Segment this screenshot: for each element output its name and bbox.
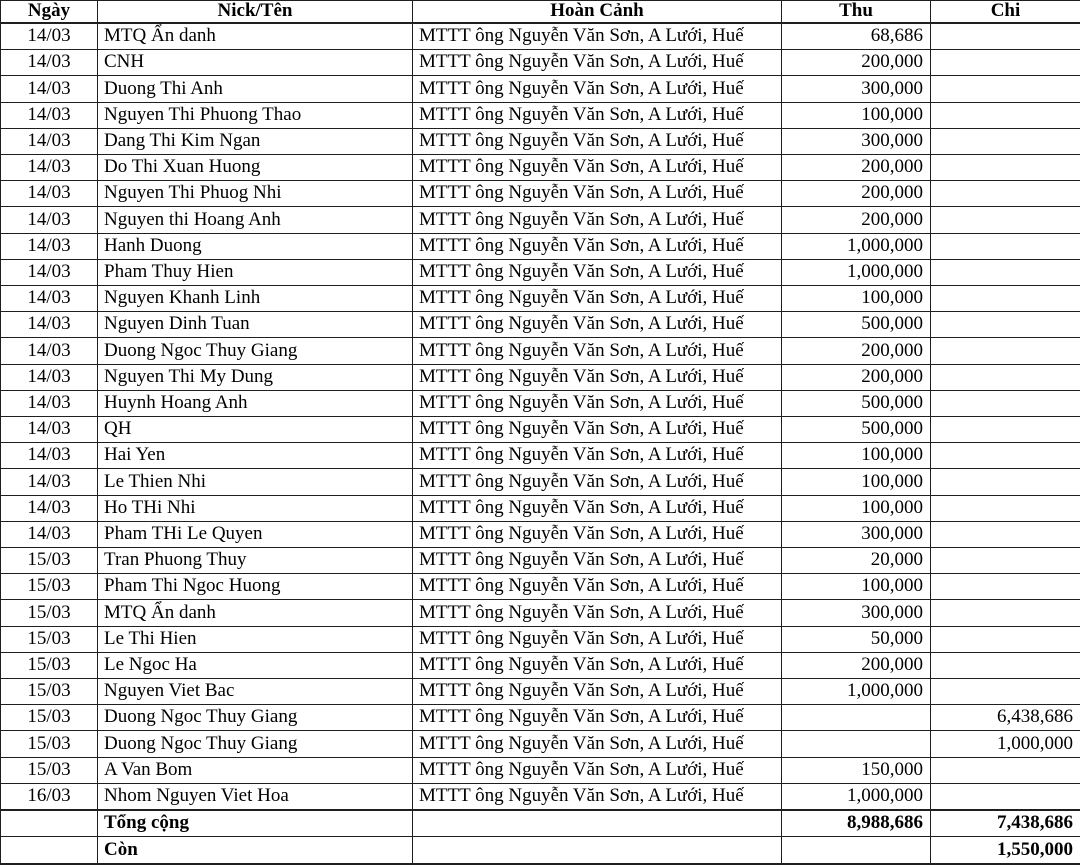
cell-date[interactable]: 14/03 bbox=[1, 338, 98, 364]
table-row bbox=[1, 783, 1080, 810]
cell-date[interactable]: 15/03 bbox=[1, 548, 98, 574]
cell-date[interactable]: 14/03 bbox=[1, 23, 98, 50]
cell-thu[interactable]: 300,000 bbox=[782, 76, 931, 102]
cell-chi[interactable] bbox=[931, 364, 1080, 390]
cell-date[interactable]: 15/03 bbox=[1, 652, 98, 678]
cell-circumstance[interactable]: MTTT ông Nguyễn Văn Sơn, A Lưới, Huế bbox=[413, 181, 782, 207]
cell-circumstance[interactable]: MTTT ông Nguyễn Văn Sơn, A Lưới, Huế bbox=[413, 312, 782, 338]
cell-chi[interactable] bbox=[931, 23, 1080, 50]
cell-name[interactable]: Nguyen Thi My Dung bbox=[98, 364, 413, 390]
cell-chi[interactable] bbox=[931, 50, 1080, 76]
table-row bbox=[1, 652, 1080, 678]
cell-circumstance[interactable]: MTTT ông Nguyễn Văn Sơn, A Lưới, Huế bbox=[413, 574, 782, 600]
cell-date[interactable]: 14/03 bbox=[1, 76, 98, 102]
table-row bbox=[1, 181, 1080, 207]
cell-name[interactable]: MTQ Ẩn danh bbox=[98, 23, 413, 50]
cell-name[interactable]: Duong Thi Anh bbox=[98, 76, 413, 102]
cell-chi[interactable] bbox=[931, 155, 1080, 181]
cell-chi[interactable] bbox=[931, 128, 1080, 154]
table-row bbox=[1, 757, 1080, 783]
cell-circumstance[interactable]: MTTT ông Nguyễn Văn Sơn, A Lưới, Huế bbox=[413, 23, 782, 50]
cell-chi[interactable] bbox=[931, 548, 1080, 574]
cell-name[interactable]: Tran Phuong Thuy bbox=[98, 548, 413, 574]
cell-name[interactable]: Nguyen thi Hoang Anh bbox=[98, 207, 413, 233]
cell-chi[interactable]: 7,438,686 bbox=[931, 810, 1080, 837]
column-header-date[interactable]: Ngày bbox=[1, 1, 98, 23]
table-row bbox=[1, 469, 1080, 495]
cell-thu[interactable]: 300,000 bbox=[782, 128, 931, 154]
total-row bbox=[1, 810, 1080, 837]
cell-name[interactable]: MTQ Ẩn danh bbox=[98, 600, 413, 626]
cell-thu[interactable]: 100,000 bbox=[782, 102, 931, 128]
cell-chi[interactable] bbox=[931, 417, 1080, 443]
cell-circumstance[interactable]: MTTT ông Nguyễn Văn Sơn, A Lưới, Huế bbox=[413, 679, 782, 705]
cell-chi[interactable] bbox=[931, 783, 1080, 810]
cell-chi[interactable] bbox=[931, 757, 1080, 783]
cell-name[interactable]: Nguyen Thi Phuog Nhi bbox=[98, 181, 413, 207]
cell-thu[interactable]: 100,000 bbox=[782, 469, 931, 495]
cell-circumstance[interactable]: MTTT ông Nguyễn Văn Sơn, A Lưới, Huế bbox=[413, 783, 782, 810]
column-header-circumstance[interactable]: Hoàn Cảnh bbox=[413, 1, 782, 23]
cell-thu[interactable]: 1,000,000 bbox=[782, 783, 931, 810]
cell-date[interactable]: 15/03 bbox=[1, 679, 98, 705]
cell-name[interactable]: CNH bbox=[98, 50, 413, 76]
cell-thu[interactable]: 100,000 bbox=[782, 443, 931, 469]
table-row bbox=[1, 23, 1080, 50]
cell-date[interactable]: 14/03 bbox=[1, 155, 98, 181]
cell-chi[interactable] bbox=[931, 521, 1080, 547]
cell-chi[interactable] bbox=[931, 102, 1080, 128]
cell-thu[interactable] bbox=[782, 705, 931, 731]
cell-name[interactable]: Dang Thi Kim Ngan bbox=[98, 128, 413, 154]
cell-name[interactable]: Tổng cộng bbox=[98, 810, 413, 837]
cell-date[interactable]: 14/03 bbox=[1, 181, 98, 207]
cell-circumstance[interactable]: MTTT ông Nguyễn Văn Sơn, A Lưới, Huế bbox=[413, 469, 782, 495]
table-row bbox=[1, 574, 1080, 600]
cell-circumstance[interactable]: MTTT ông Nguyễn Văn Sơn, A Lưới, Huế bbox=[413, 652, 782, 678]
cell-name[interactable]: Duong Ngoc Thuy Giang bbox=[98, 705, 413, 731]
cell-circumstance[interactable]: MTTT ông Nguyễn Văn Sơn, A Lưới, Huế bbox=[413, 443, 782, 469]
cell-name[interactable]: Hai Yen bbox=[98, 443, 413, 469]
column-header-chi[interactable]: Chi bbox=[931, 1, 1080, 23]
cell-name[interactable]: Do Thi Xuan Huong bbox=[98, 155, 413, 181]
cell-thu[interactable]: 500,000 bbox=[782, 390, 931, 416]
table-row bbox=[1, 286, 1080, 312]
cell-name[interactable]: Ho THi Nhi bbox=[98, 495, 413, 521]
cell-name[interactable]: Pham Thuy Hien bbox=[98, 259, 413, 285]
cell-name[interactable]: Nguyen Khanh Linh bbox=[98, 286, 413, 312]
cell-name[interactable]: Nguyen Viet Bac bbox=[98, 679, 413, 705]
table-row bbox=[1, 102, 1080, 128]
cell-thu[interactable]: 200,000 bbox=[782, 364, 931, 390]
cell-date[interactable]: 14/03 bbox=[1, 521, 98, 547]
cell-circumstance[interactable]: MTTT ông Nguyễn Văn Sơn, A Lưới, Huế bbox=[413, 731, 782, 757]
cell-circumstance[interactable]: MTTT ông Nguyễn Văn Sơn, A Lưới, Huế bbox=[413, 128, 782, 154]
cell-date[interactable]: 14/03 bbox=[1, 102, 98, 128]
cell-thu[interactable]: 20,000 bbox=[782, 548, 931, 574]
cell-date[interactable]: 15/03 bbox=[1, 574, 98, 600]
cell-circumstance[interactable]: MTTT ông Nguyễn Văn Sơn, A Lưới, Huế bbox=[413, 705, 782, 731]
cell-thu[interactable]: 500,000 bbox=[782, 312, 931, 338]
cell-thu[interactable]: 100,000 bbox=[782, 495, 931, 521]
table-row bbox=[1, 155, 1080, 181]
column-header-thu[interactable]: Thu bbox=[782, 1, 931, 23]
cell-name[interactable]: Huynh Hoang Anh bbox=[98, 390, 413, 416]
cell-thu[interactable]: 50,000 bbox=[782, 626, 931, 652]
cell-date[interactable] bbox=[1, 810, 98, 837]
table-row bbox=[1, 731, 1080, 757]
cell-name[interactable]: Pham THi Le Quyen bbox=[98, 521, 413, 547]
cell-thu[interactable] bbox=[782, 837, 931, 864]
cell-date[interactable]: 15/03 bbox=[1, 705, 98, 731]
table-row bbox=[1, 390, 1080, 416]
cell-name[interactable]: Le Thien Nhi bbox=[98, 469, 413, 495]
cell-circumstance[interactable]: MTTT ông Nguyễn Văn Sơn, A Lưới, Huế bbox=[413, 207, 782, 233]
cell-chi[interactable] bbox=[931, 679, 1080, 705]
cell-chi[interactable]: 1,550,000 bbox=[931, 837, 1080, 864]
table-row bbox=[1, 207, 1080, 233]
table-row bbox=[1, 521, 1080, 547]
cell-circumstance[interactable]: MTTT ông Nguyễn Văn Sơn, A Lưới, Huế bbox=[413, 521, 782, 547]
cell-thu[interactable]: 1,000,000 bbox=[782, 259, 931, 285]
cell-name[interactable]: A Van Bom bbox=[98, 757, 413, 783]
cell-date[interactable]: 14/03 bbox=[1, 390, 98, 416]
cell-thu[interactable]: 200,000 bbox=[782, 181, 931, 207]
cell-date[interactable]: 15/03 bbox=[1, 731, 98, 757]
cell-chi[interactable] bbox=[931, 495, 1080, 521]
cell-chi[interactable] bbox=[931, 469, 1080, 495]
cell-circumstance[interactable] bbox=[413, 837, 782, 864]
cell-date[interactable]: 14/03 bbox=[1, 417, 98, 443]
table-row bbox=[1, 495, 1080, 521]
cell-date[interactable]: 14/03 bbox=[1, 207, 98, 233]
cell-name[interactable]: Còn bbox=[98, 837, 413, 864]
cell-name[interactable]: Nhom Nguyen Viet Hoa bbox=[98, 783, 413, 810]
cell-name[interactable]: QH bbox=[98, 417, 413, 443]
cell-thu[interactable]: 68,686 bbox=[782, 23, 931, 50]
cell-thu[interactable] bbox=[782, 731, 931, 757]
cell-date[interactable]: 14/03 bbox=[1, 233, 98, 259]
cell-date[interactable]: 14/03 bbox=[1, 443, 98, 469]
cell-circumstance[interactable]: MTTT ông Nguyễn Văn Sơn, A Lưới, Huế bbox=[413, 233, 782, 259]
table-row bbox=[1, 364, 1080, 390]
cell-thu[interactable]: 150,000 bbox=[782, 757, 931, 783]
cell-thu[interactable]: 8,988,686 bbox=[782, 810, 931, 837]
cell-circumstance[interactable]: MTTT ông Nguyễn Văn Sơn, A Lưới, Huế bbox=[413, 50, 782, 76]
cell-circumstance[interactable]: MTTT ông Nguyễn Văn Sơn, A Lưới, Huế bbox=[413, 626, 782, 652]
table-row bbox=[1, 548, 1080, 574]
cell-date[interactable]: 14/03 bbox=[1, 128, 98, 154]
cell-circumstance[interactable]: MTTT ông Nguyễn Văn Sơn, A Lưới, Huế bbox=[413, 600, 782, 626]
cell-chi[interactable] bbox=[931, 181, 1080, 207]
cell-circumstance[interactable]: MTTT ông Nguyễn Văn Sơn, A Lưới, Huế bbox=[413, 76, 782, 102]
table-row bbox=[1, 705, 1080, 731]
table-row bbox=[1, 312, 1080, 338]
cell-circumstance[interactable] bbox=[413, 810, 782, 837]
cell-chi[interactable] bbox=[931, 312, 1080, 338]
cell-name[interactable]: Duong Ngoc Thuy Giang bbox=[98, 338, 413, 364]
cell-name[interactable]: Hanh Duong bbox=[98, 233, 413, 259]
cell-name[interactable]: Le Thi Hien bbox=[98, 626, 413, 652]
cell-chi[interactable]: 6,438,686 bbox=[931, 705, 1080, 731]
cell-name[interactable]: Nguyen Dinh Tuan bbox=[98, 312, 413, 338]
cell-thu[interactable]: 1,000,000 bbox=[782, 679, 931, 705]
cell-circumstance[interactable]: MTTT ông Nguyễn Văn Sơn, A Lưới, Huế bbox=[413, 757, 782, 783]
cell-date[interactable]: 14/03 bbox=[1, 469, 98, 495]
header-row bbox=[1, 1, 1080, 23]
cell-circumstance[interactable]: MTTT ông Nguyễn Văn Sơn, A Lưới, Huế bbox=[413, 286, 782, 312]
cell-name[interactable]: Nguyen Thi Phuong Thao bbox=[98, 102, 413, 128]
table-row bbox=[1, 626, 1080, 652]
cell-thu[interactable]: 200,000 bbox=[782, 207, 931, 233]
table-body bbox=[1, 23, 1080, 864]
cell-thu[interactable]: 200,000 bbox=[782, 155, 931, 181]
cell-thu[interactable]: 300,000 bbox=[782, 521, 931, 547]
cell-thu[interactable]: 200,000 bbox=[782, 652, 931, 678]
table-row bbox=[1, 417, 1080, 443]
cell-date[interactable]: 14/03 bbox=[1, 312, 98, 338]
cell-circumstance[interactable]: MTTT ông Nguyễn Văn Sơn, A Lưới, Huế bbox=[413, 548, 782, 574]
cell-chi[interactable] bbox=[931, 207, 1080, 233]
cell-chi[interactable] bbox=[931, 600, 1080, 626]
cell-date[interactable]: 15/03 bbox=[1, 626, 98, 652]
table-row bbox=[1, 259, 1080, 285]
table-row bbox=[1, 50, 1080, 76]
cell-circumstance[interactable]: MTTT ông Nguyễn Văn Sơn, A Lưới, Huế bbox=[413, 259, 782, 285]
cell-chi[interactable] bbox=[931, 286, 1080, 312]
table-row bbox=[1, 76, 1080, 102]
cell-chi[interactable]: 1,000,000 bbox=[931, 731, 1080, 757]
table-row bbox=[1, 600, 1080, 626]
cell-circumstance[interactable]: MTTT ông Nguyễn Văn Sơn, A Lưới, Huế bbox=[413, 495, 782, 521]
cell-chi[interactable] bbox=[931, 338, 1080, 364]
table-row bbox=[1, 338, 1080, 364]
cell-circumstance[interactable]: MTTT ông Nguyễn Văn Sơn, A Lưới, Huế bbox=[413, 364, 782, 390]
cell-date[interactable]: 14/03 bbox=[1, 364, 98, 390]
cell-name[interactable]: Duong Ngoc Thuy Giang bbox=[98, 731, 413, 757]
cell-chi[interactable] bbox=[931, 390, 1080, 416]
cell-thu[interactable]: 200,000 bbox=[782, 338, 931, 364]
cell-circumstance[interactable]: MTTT ông Nguyễn Văn Sơn, A Lưới, Huế bbox=[413, 417, 782, 443]
cell-thu[interactable]: 200,000 bbox=[782, 50, 931, 76]
cell-date[interactable]: 14/03 bbox=[1, 286, 98, 312]
cell-date[interactable] bbox=[1, 837, 98, 864]
cell-chi[interactable] bbox=[931, 443, 1080, 469]
cell-date[interactable]: 16/03 bbox=[1, 783, 98, 810]
cell-circumstance[interactable]: MTTT ông Nguyễn Văn Sơn, A Lưới, Huế bbox=[413, 338, 782, 364]
cell-chi[interactable] bbox=[931, 76, 1080, 102]
cell-circumstance[interactable]: MTTT ông Nguyễn Văn Sơn, A Lưới, Huế bbox=[413, 102, 782, 128]
table-row bbox=[1, 443, 1080, 469]
table-row bbox=[1, 233, 1080, 259]
cell-chi[interactable] bbox=[931, 574, 1080, 600]
cell-date[interactable]: 15/03 bbox=[1, 757, 98, 783]
cell-date[interactable]: 14/03 bbox=[1, 50, 98, 76]
cell-chi[interactable] bbox=[931, 626, 1080, 652]
balance-row bbox=[1, 837, 1080, 864]
table-row bbox=[1, 679, 1080, 705]
table-row bbox=[1, 128, 1080, 154]
cell-thu[interactable]: 500,000 bbox=[782, 417, 931, 443]
cell-chi[interactable] bbox=[931, 652, 1080, 678]
column-header-name[interactable]: Nick/Tên bbox=[98, 1, 413, 23]
cell-circumstance[interactable]: MTTT ông Nguyễn Văn Sơn, A Lưới, Huế bbox=[413, 155, 782, 181]
cell-circumstance[interactable]: MTTT ông Nguyễn Văn Sơn, A Lưới, Huế bbox=[413, 390, 782, 416]
cell-thu[interactable]: 100,000 bbox=[782, 286, 931, 312]
cell-thu[interactable]: 300,000 bbox=[782, 600, 931, 626]
cell-thu[interactable]: 100,000 bbox=[782, 574, 931, 600]
cell-date[interactable]: 14/03 bbox=[1, 259, 98, 285]
cell-name[interactable]: Pham Thi Ngoc Huong bbox=[98, 574, 413, 600]
cell-thu[interactable]: 1,000,000 bbox=[782, 233, 931, 259]
cell-date[interactable]: 14/03 bbox=[1, 495, 98, 521]
cell-name[interactable]: Le Ngoc Ha bbox=[98, 652, 413, 678]
cell-chi[interactable] bbox=[931, 259, 1080, 285]
cell-date[interactable]: 15/03 bbox=[1, 600, 98, 626]
cell-chi[interactable] bbox=[931, 233, 1080, 259]
